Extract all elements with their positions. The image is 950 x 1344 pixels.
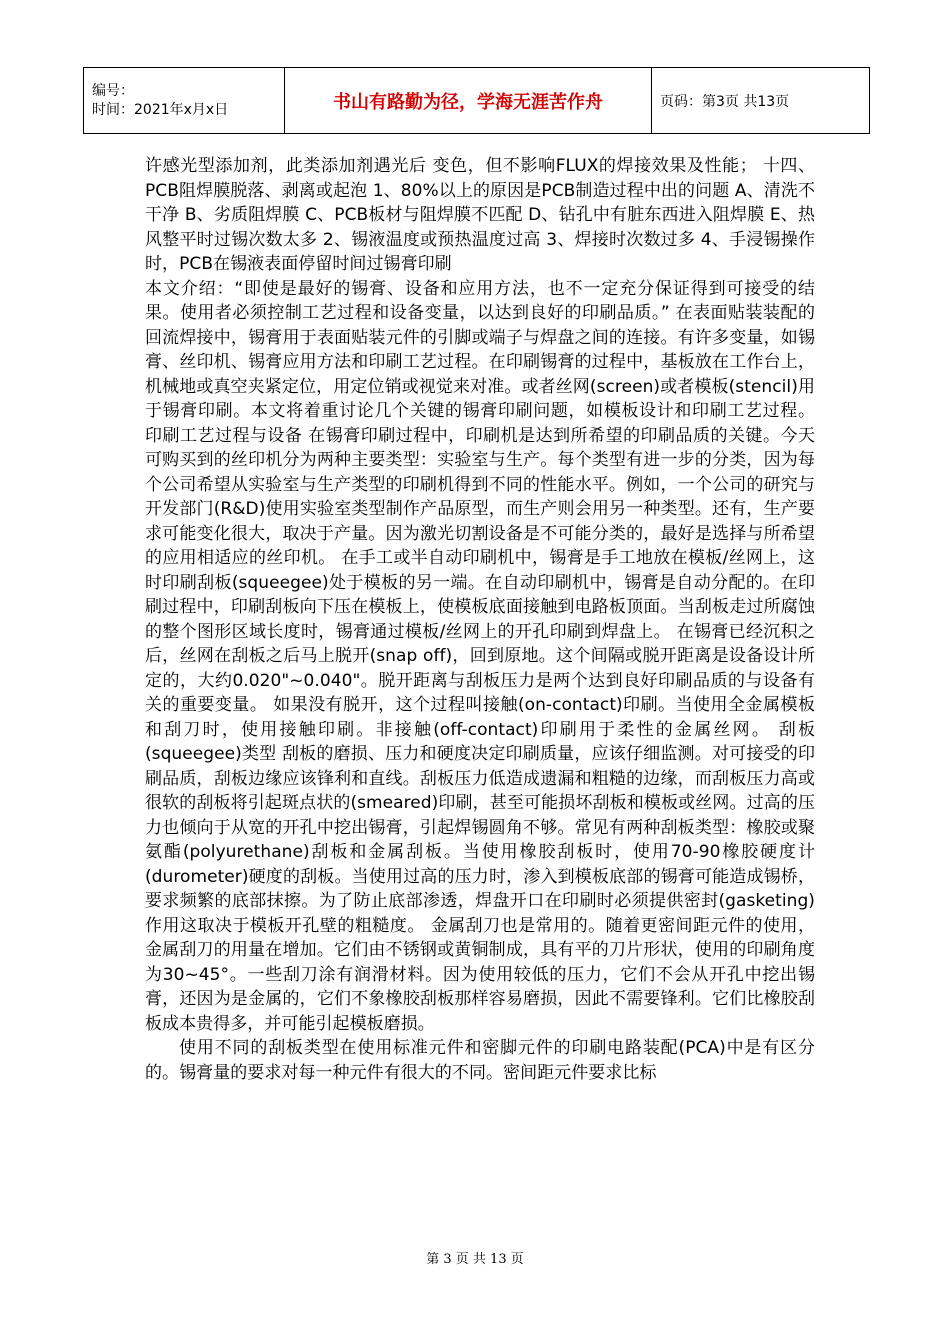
body-paragraph-3: 使用不同的刮板类型在使用标准元件和密脚元件的印刷电路装配(PCA)中是有区分的。锡膏量的要求对每一种元件有很大的不同。密间距元件要求比标 [145,1038,815,1083]
doc-number-label: 编号： [92,82,134,99]
header-meta-cell [84,68,285,134]
date-label: 时间：2021年x月x日 [92,101,229,118]
page-footer: 第 3 页 共 13 页 [426,1252,524,1267]
page-header [83,67,870,134]
body-paragraph-2: 本文介绍：“即使是最好的锡膏、设备和应用方法，也不一定充分保证得到可接受的结果。使用者必须控制工艺过程和设备变量，以达到良好的印刷品质。” 在表面贴装装配的回流焊接中，锡膏用于表面贴装元件的引脚或端子与焊盘之间的连接。有许多变量，如锡膏、丝印机、锡膏应用方法和印刷工艺过程。在印刷锡膏的过程中，基板放在工作台上，机械地或真空夹紧定位，用定位销或视觉来对准。或者丝网(screen)或者模板(stencil)用于锡膏印刷。本文将着重讨论几个关键的锡膏印刷问题，如模板设计和印刷工艺过程。 印刷工艺过程与设备 在锡膏印刷过程中，印刷机是达到所希望的印刷品质的关键。今天可购买到的丝印机分为两种主要类型：实验室与生产。每个类型有进一步的分类，因为每个公司希望从实验室与生产类型的印刷机得到不同的性能水平。例如，一个公司的研究与开发部门(R&D)使用实验室类型制作产品原型，而生产则会用另一种类型。还有，生产要求可能变化很大，取决于产量。因为激光切割设备是不可能分类的，最好是选择与所希望的应用相适应的丝印机。 在手工或半自动印刷机中，锡膏是手工地放在模板/丝网上，这时印刷刮板(squeegee)处于模板的另一端。在自动印刷机中，锡膏是自动分配的。在印刷过程中，印刷刮板向下压在模板上，使模板底面接触到电路板顶面。当刮板走过所腐蚀的整个图形区域长度时，锡膏通过模板/丝网上的开孔印刷到焊盘上。 在锡膏已经沉积之后，丝网在刮板之后马上脱开(snap off)，回到原地。这个间隔或脱开距离是设备设计所定的，大约0.020"~0.040"。脱开距离与刮板压力是两个达到良好印刷品质的与设备有关的重要变量。 如果没有脱开，这个过程叫接触(on-contact)印刷。当使用全金属模板和刮刀时，使用接触印刷。非接触(off-contact)印刷用于柔性的金属丝网。 刮板(squeegee)类型 刮板的磨损、压力和硬度决定印刷质量，应该仔细监测。对可接受的印刷品质，刮板边缘应该锋利和直线。刮板压力低造成遗漏和粗糙的边缘，而刮板压力高或很软的刮板将引起斑点状的(smeared)印刷，甚至可能损坏刮板和模板或丝网。过高的压力也倾向于从宽的开孔中挖出锡膏，引起焊锡圆角不够。常见有两种刮板类型：橡胶或聚氨酯(polyurethane)刮板和金属刮板。当使用橡胶刮板时，使用70-90橡胶硬度计(durometer)硬度的刮板。当使用过高的压力时，渗入到模板底部的锡膏可能造成锡桥，要求频繁的底部抹擦。为了防止底部渗透，焊盘开口在印刷时必须提供密封(gasketing)作用这取决于模板开孔壁的粗糙度。 金属刮刀也是常用的。随着更密间距元件的使用，金属刮刀的用量在增加。它们由不锈钢或黄铜制成，具有平的刀片形状，使用的印刷角度为30~45°。一些刮刀涂有润滑材料。因为使用较低的压力，它们不会从开孔中挖出锡膏，还因为是金属的，它们不象橡胶刮板那样容易磨损，因此不需要锋利。它们比橡胶刮板成本贵得多，并可能引起模板磨损。 [145,278,815,1034]
header-page-label: 页码：第3页 共13页 [652,68,870,134]
body-paragraph-1: 许感光型添加剂，此类添加剂遇光后 变色，但不影响FLUX的焊接效果及性能； 十四、PCB阻焊膜脱落、剥离或起泡 1、80%以上的原因是PCB制造过程中出的问题 A、清洗不干净 B、劣质阻焊膜 C、PCB板材与阻焊膜不匹配 D、钻孔中有脏东西进入阻焊膜 E、热风整平时过锡次数太多 2、锡液温度或预热温度过高 3、焊接时次数过多 4、手浸锡操作时，PCB在锡液表面停留时间过锡膏印刷 [145,156,815,274]
document-body [145,154,815,1085]
header-motto: 书山有路勤为径，学海无涯苦作舟 [285,68,652,134]
